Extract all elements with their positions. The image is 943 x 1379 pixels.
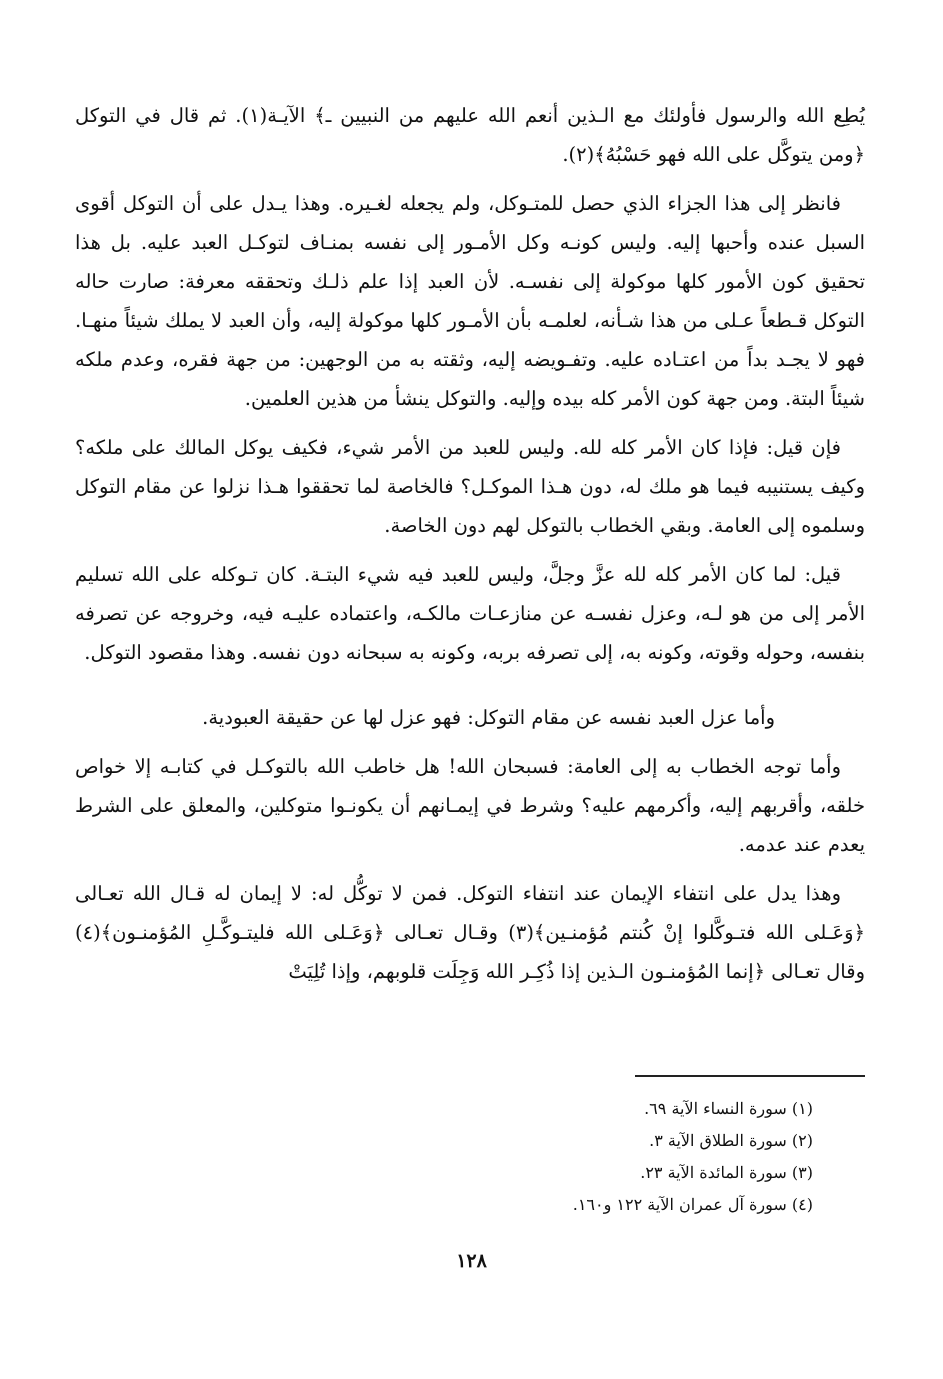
paragraph-1: يُطِع الله والرسول فأولئك مع الـذين أنعم الله عليهم من النبيين ـ﴾ الآيـة(١). ثم قال في التوكل ﴿ومن يتوكَّل على الله فهو حَسْبُهُ﴾(٢).	[75, 104, 865, 166]
paragraph-6: وأما توجه الخطاب به إلى العامة: فسبحان الله! هل خاطب الله بالتوكـل في كتابـه إلا خواص خلقه، وأقربهم إليه، وأكرمهم عليه؟ وشرط في إيمـانهم أن يكونـوا متوكلين، والمعلق على الشرط يعدم عند عدمه.	[75, 755, 865, 856]
footnote-1: (١) سورة النساء الآية ٦٩.	[644, 1099, 813, 1118]
footnote-3: (٣) سورة المائدة الآية ٢٣.	[640, 1163, 813, 1182]
paragraph-7: وهذا يدل على انتفاء الإيمان عند انتفاء التوكل. فمن لا توكُّل له: لا إيمان له قـال الله تعـالى ﴿وَعَـلى الله فتـوكَّلوا إنْ كُنتم مُؤمنـين﴾(٣) وقـال تعـالى ﴿وَعَـلى الله فليتـوكَّـلِ المُؤمنـون﴾(٤) وقال تعـالى ﴿إنما المُؤمنـون الـذين إذا ذُكِـر الله وَجِلَت قلوبهم، وإذا تُلِيَتْ	[75, 882, 865, 983]
paragraph-4: قيل: لما كان الأمر كله لله عزَّ وجلَّ، وليس للعبد فيه شيء البتـة. كان تـوكله على الله تسليم الأمر إلى من هو لـه، وعزل نفسـه عن منازعـات مالكـه، واعتماده عليـه فيه، وخروجه عن تصرفه بنفسه، وحوله وقوته، وكونه به، إلى تصرفه بربه، وكونه به سبحانه دون نفسه. وهذا مقصود التوكل.	[75, 563, 865, 664]
footnote-divider	[635, 1075, 865, 1077]
paragraph-3: فإن قيل: فإذا كان الأمر كله لله. وليس للعبد من الأمر شيء، فكيف يوكل المالك على ملكه؟ وكيف يستنيبه فيما هو ملك له، دون هـذا الموكـل؟ فالخاصة لما تحققوا هـذا نزلوا عن مقام التوكل وسلموه إلى العامة. وبقي الخطاب بالتوكل لهم دون الخاصة.	[75, 436, 865, 537]
footnote-2: (٢) سورة الطلاق الآية ٣.	[649, 1131, 813, 1150]
page-body	[75, 96, 865, 991]
footnotes	[293, 1093, 813, 1221]
paragraph-2: فانظر إلى هذا الجزاء الذي حصل للمتـوكل، ولم يجعله لغـيره. وهذا يـدل على أن التوكل أقوى السبل عنده وأحبها إليه. وليس كونـه وكل الأمـور إلى نفسه بمنـاف لتوكـل العبد عليه. بل هذا تحقيق كون الأمور كلها موكولة إلى نفسـه. لأن العبد إذا علم ذلـك وتحققه معرفة: صارت حاله التوكل قـطعاً عـلى من هذا شـأنه، لعلمـه بأن الأمـور كلها موكولة إليه، وأن العبد لا يملك شيئاً منهـا. فهو لا يجـد بداً من اعتـاده عليه. وتفـويضه إليه، وثقته به من الوجهين: من جهة فقره، وعدم ملكه شيئاً البتة. ومن جهة كون الأمر كله بيده وإليه. والتوكل ينشأ من هذين العلمين.	[75, 192, 865, 410]
paragraph-5: وأما عزل العبد نفسه عن مقام التوكل: فهو عزل لها عن حقيقة العبودية.	[202, 706, 775, 729]
footnote-4: (٤) سورة آل عمران الآية ١٢٢ و١٦٠.	[572, 1195, 813, 1214]
page-number: ١٢٨	[456, 1250, 487, 1272]
